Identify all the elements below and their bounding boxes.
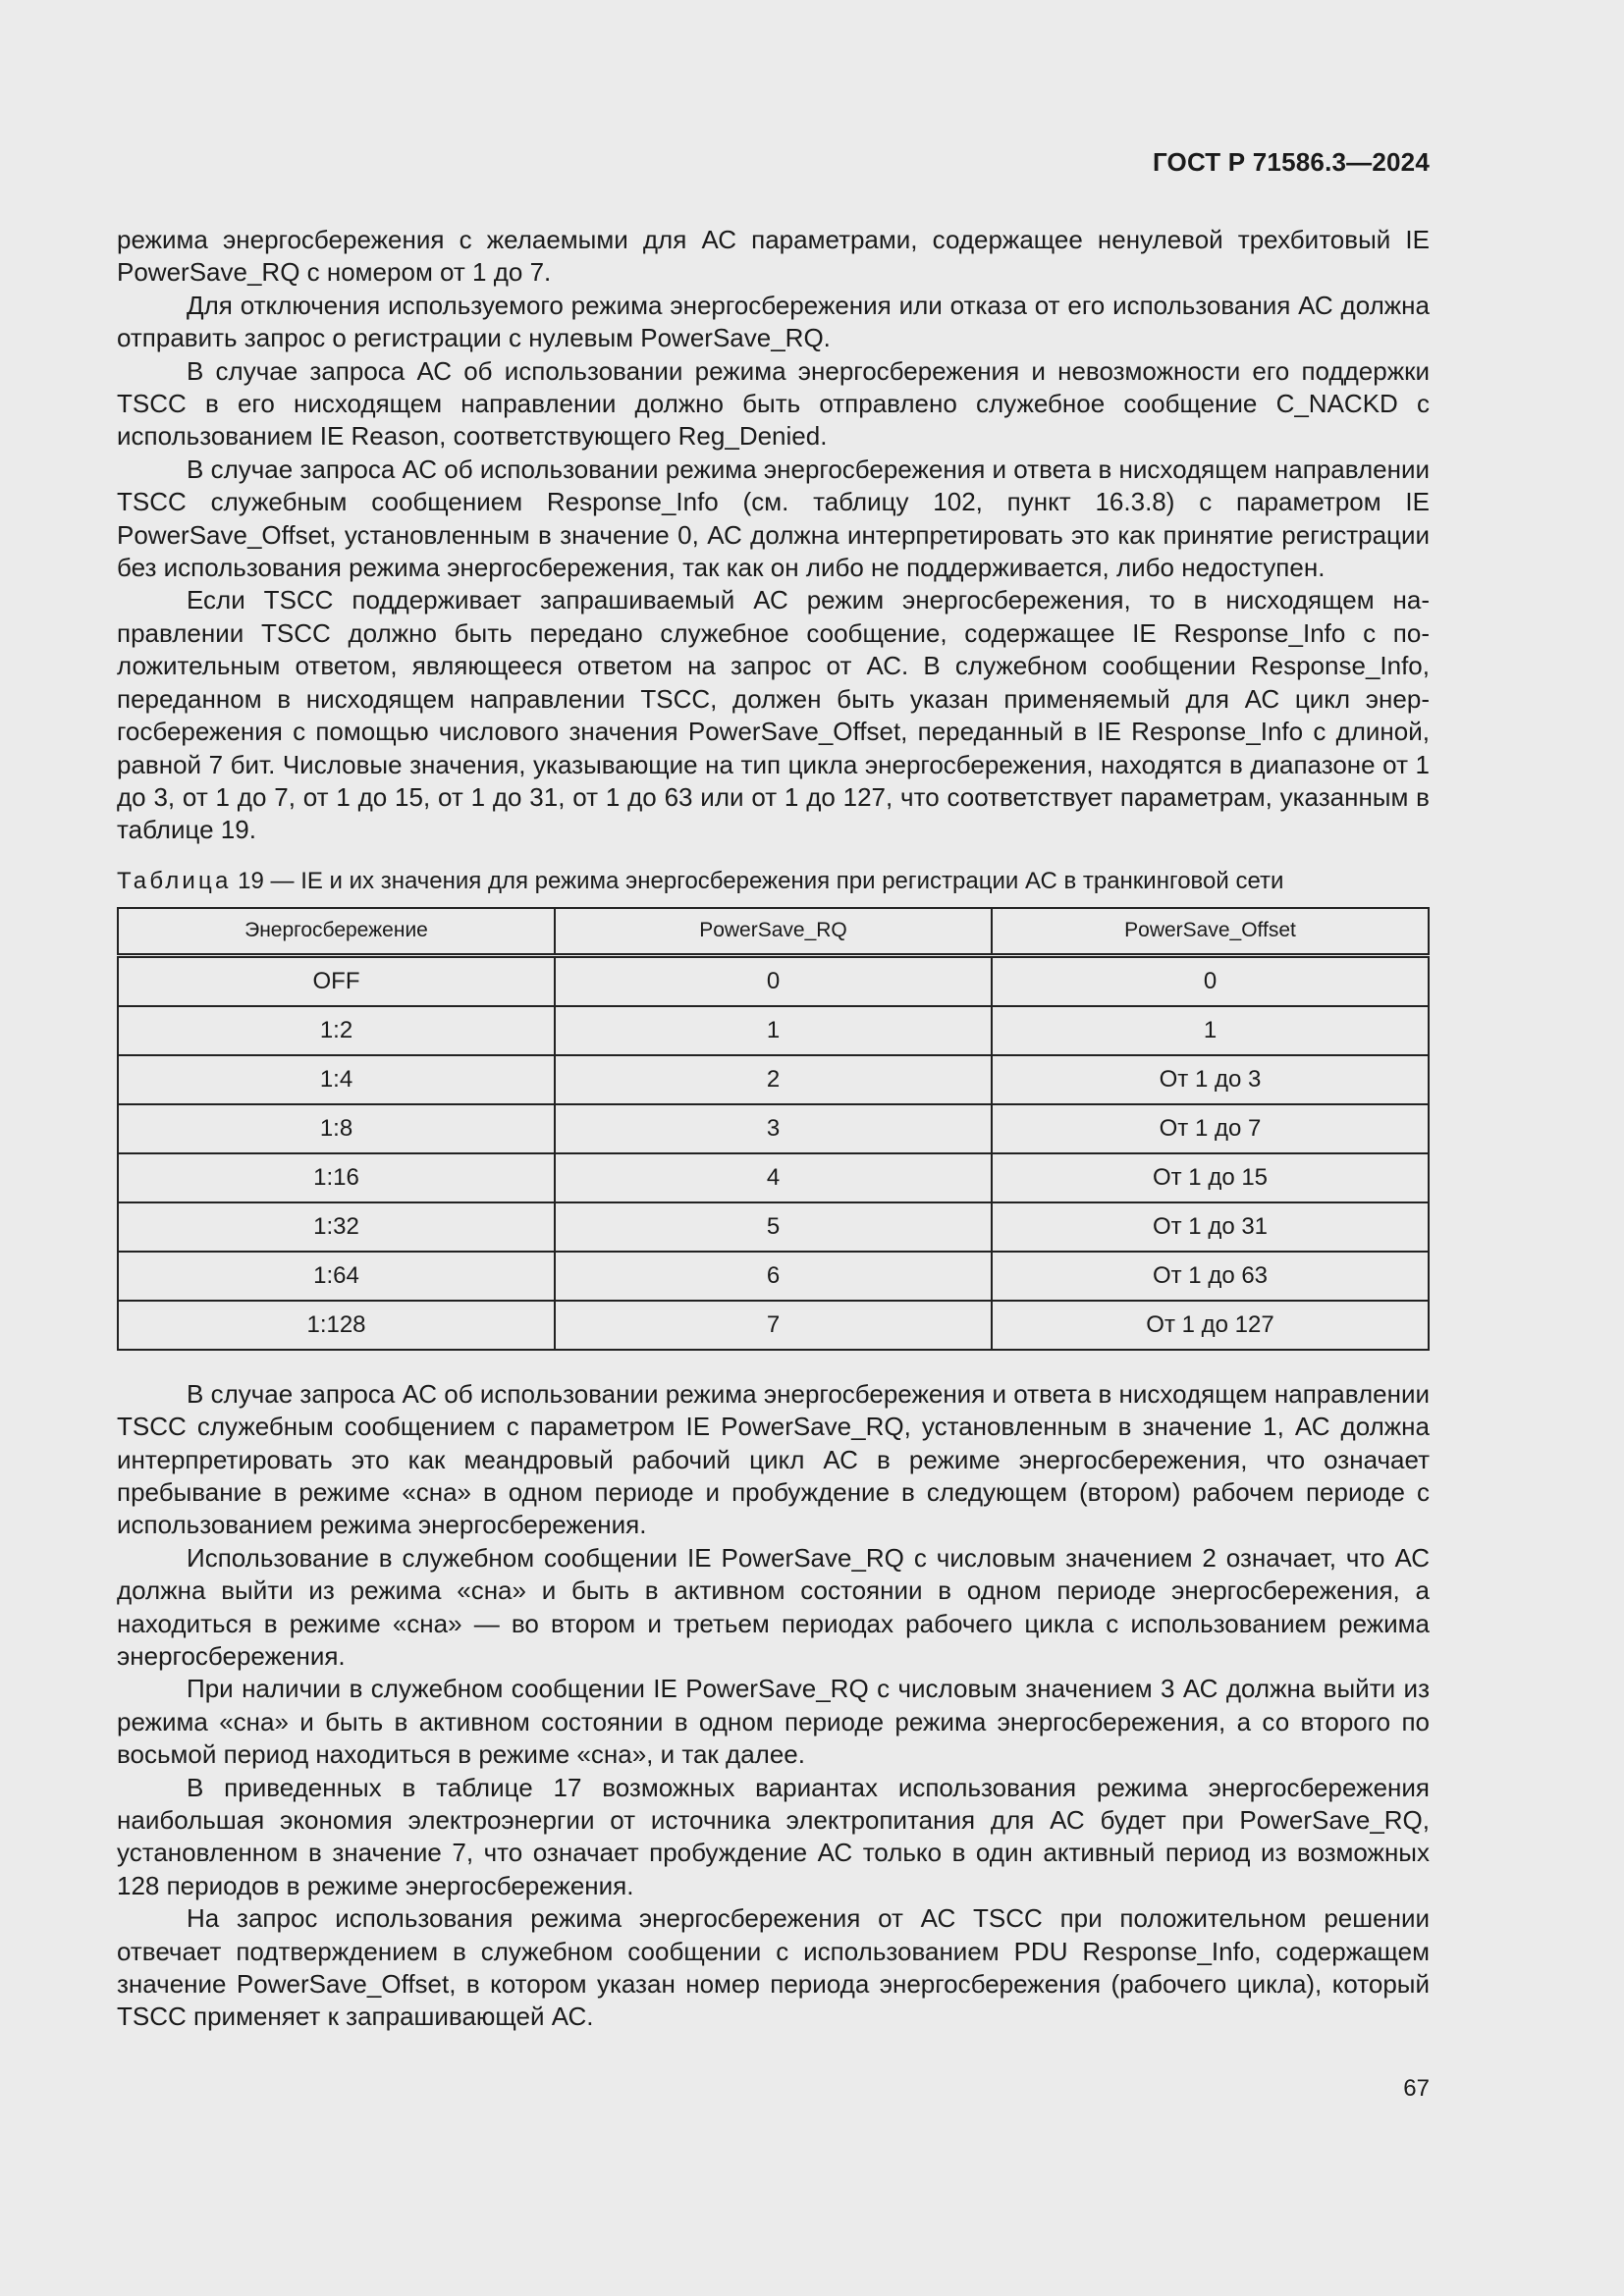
paragraph: Использование в служебном сообщении IE PowerSave_RQ с числовым значением 2 означает, что АС должна выйти из режима «сна» и быть в активном состоянии в одном периоде энергосбережения, а находиться в режиме «сна» — во втором и третьем периодах рабочего цикла с использованием режима энергосбережения.	[117, 1542, 1430, 1671]
table-cell: От 1 до 3	[992, 1055, 1429, 1104]
table-row	[118, 1055, 1429, 1104]
table-row	[118, 1301, 1429, 1350]
table-cell: От 1 до 31	[992, 1202, 1429, 1252]
table-cell: 6	[555, 1252, 992, 1301]
table-header-row	[118, 908, 1429, 956]
table-row	[118, 1153, 1429, 1202]
table-row	[118, 1202, 1429, 1252]
document-header: ГОСТ Р 71586.3—2024	[1152, 147, 1430, 177]
table-cell: 5	[555, 1202, 992, 1252]
paragraph: Если TSCC поддерживает запрашиваемый АС режим энергосбережения, то в нисходящем направлении TSCC должно быть передано служебное сообщение, содержащее IE Response_Info с положительным ответом, являющееся ответом на запрос от АС. В служебном сообщении Response_Info, переданном в нисходящем направлении TSCC, должен быть указан применяемый для АС цикл энергосбережения с помощью числового значения PowerSave_Offset, переданный в IE Response_Info с длиной, равной 7 бит. Числовые значения, указывающие на тип цикла энергосбережения, находятся в диапазоне от 1 до 3, от 1 до 7, от 1 до 15, от 1 до 31, от 1 до 63 или от 1 до 127, что соответствует параметрам, указанным в таблице 19.	[117, 585, 1430, 845]
table-cell: 0	[992, 955, 1429, 1006]
table-cell: 1	[992, 1006, 1429, 1055]
table-cell: 2	[555, 1055, 992, 1104]
table-cell: 1:32	[118, 1202, 555, 1252]
page-number: 67	[1403, 2075, 1430, 2102]
table-row	[118, 955, 1429, 1006]
table-cell: 1:4	[118, 1055, 555, 1104]
table-cell: 1:16	[118, 1153, 555, 1202]
table-caption-label: Таблица	[117, 867, 232, 894]
page-body	[117, 224, 1430, 2034]
table-cell: 1:128	[118, 1301, 555, 1350]
table-cell: 1:2	[118, 1006, 555, 1055]
table-cell: 3	[555, 1104, 992, 1153]
paragraph: В случае запроса АС об использовании режима энергосбережения и невозможности его поддержки TSCC в его нисходящем направлении должно быть отправлено служебное сообщение C_NACKD с использованием IE Reason, соответствующего Reg_Denied.	[117, 355, 1430, 452]
table-cell: 7	[555, 1301, 992, 1350]
table-cell: 1:8	[118, 1104, 555, 1153]
paragraph: В приведенных в таблице 17 возможных вариантах использования режима энергосбережения наибольшая экономия электроэнергии от источника электропитания для АС будет при PowerSave_RQ, установленном в значение 7, что означает пробуждение АС только в один активный период из возможных 128 периодов в режиме энергосбережения.	[117, 1772, 1430, 1900]
table-cell: От 1 до 127	[992, 1301, 1429, 1350]
table-cell: 1	[555, 1006, 992, 1055]
table-row	[118, 1006, 1429, 1055]
paragraph: В случае запроса АС об использовании режима энергосбережения и ответа в нисходящем направлении TSCC служебным сообщением с параметром IE PowerSave_RQ, установленным в значение 1, АС должна интерпретировать это как меандровый рабочий цикл АС в режиме энергосбережения, что означает пребывание в режиме «сна» в одном периоде и пробуждение в следующем (втором) рабочем периоде с использованием режима энергосбережения.	[117, 1378, 1430, 1540]
paragraph: Для отключения используемого режима энергосбережения или отказа от его использования АС должна отправить запрос о регистрации с нулевым PowerSave_RQ.	[117, 290, 1430, 353]
table-row	[118, 1104, 1429, 1153]
column-header: PowerSave_RQ	[555, 908, 992, 956]
table-cell: 0	[555, 955, 992, 1006]
table-cell: 1:64	[118, 1252, 555, 1301]
column-header: Энергосбережение	[118, 908, 555, 956]
table-cell: От 1 до 63	[992, 1252, 1429, 1301]
column-header: PowerSave_Offset	[992, 908, 1429, 956]
paragraph: В случае запроса АС об использовании режима энергосбережения и ответа в нисходящем направлении TSCC служебным сообщением Response_Info (см. таблицу 102, пункт 16.3.8) с параметром IE PowerSave_Offset, установленным в значение 0, АС должна интерпретировать это как принятие регистрации без использования режима энергосбережения, так как он либо не поддерживается, либо недоступен.	[117, 454, 1430, 583]
table-cell: От 1 до 15	[992, 1153, 1429, 1202]
table-caption-text: 19 — IE и их значения для режима энергосбережения при регистрации АС в транкинговой сети	[231, 867, 1284, 894]
table-cell: 4	[555, 1153, 992, 1202]
power-save-table	[117, 907, 1430, 1351]
table-caption	[117, 867, 1430, 896]
table-cell: От 1 до 7	[992, 1104, 1429, 1153]
table-cell: OFF	[118, 955, 555, 1006]
paragraph: режима энергосбережения с желаемыми для АС параметрами, содержащее ненулевой трехбитовый IE PowerSave_RQ с номером от 1 до 7.	[117, 225, 1430, 288]
table-row	[118, 1252, 1429, 1301]
paragraph: На запрос использования режима энергосбережения от АС TSCC при положительном решении отвечает подтверждением в служебном сообщении с использованием PDU Response_Info, содержащем значение PowerSave_Offset, в котором указан номер периода энергосбережения (рабочего цикла), который TSCC применяет к запрашивающей АС.	[117, 1903, 1430, 2032]
paragraph: При наличии в служебном сообщении IE PowerSave_RQ с числовым значением 3 АС должна выйти из режима «сна» и быть в активном состоянии в одном периоде режима энергосбережения, а со второго по восьмой период находиться в режиме «сна», и так далее.	[117, 1674, 1430, 1770]
